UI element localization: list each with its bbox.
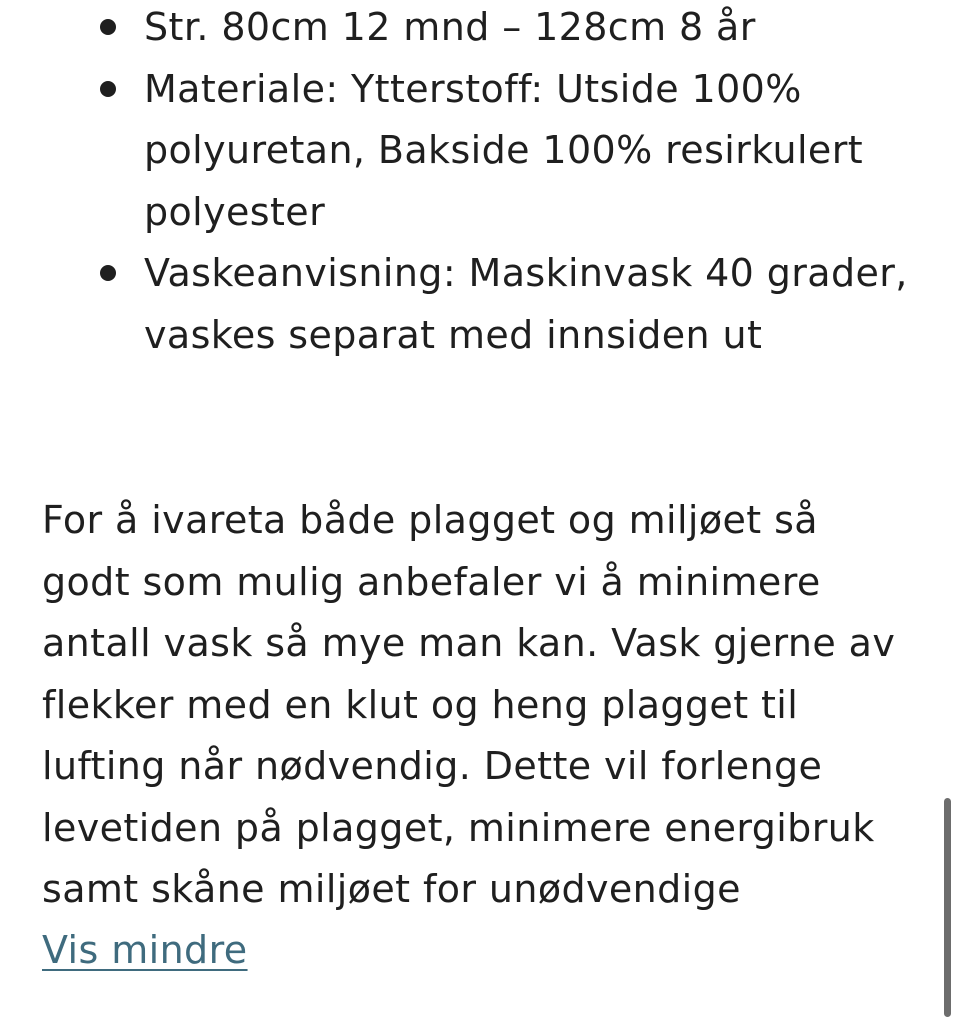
list-item [42, 243, 912, 366]
bullet-dot-icon [100, 81, 116, 97]
list-item [42, 0, 912, 59]
list-item-text: Str. 80cm 12 mnd – 128cm 8 år [144, 5, 756, 49]
product-details-list-wrapper [42, 0, 912, 366]
product-details-list [42, 0, 912, 366]
scrollbar-thumb[interactable] [944, 798, 951, 1017]
list-item-text: Vaskeanvisning: Maskinvask 40 grader, vaskes separat med innsiden ut [144, 251, 908, 357]
care-description-paragraph: For å ivareta både plagget og miljøet så godt som mulig anbefaler vi å minimere antall vask så mye man kan. Vask gjerne av flekker med en klut og heng plagget til lufting når nødvendig. Dette vil forlenge levetiden på plagget, minimere energibruk samt skåne miljøet for unødvendige [42, 498, 896, 911]
bullet-dot-icon [100, 265, 116, 281]
show-less-link[interactable]: Vis mindre [42, 928, 248, 972]
list-item-text: Materiale: Ytterstoff: Utside 100% polyuretan, Bakside 100% resirkulert polyester [144, 66, 864, 234]
list-item [42, 59, 912, 244]
bullet-dot-icon [100, 19, 116, 35]
